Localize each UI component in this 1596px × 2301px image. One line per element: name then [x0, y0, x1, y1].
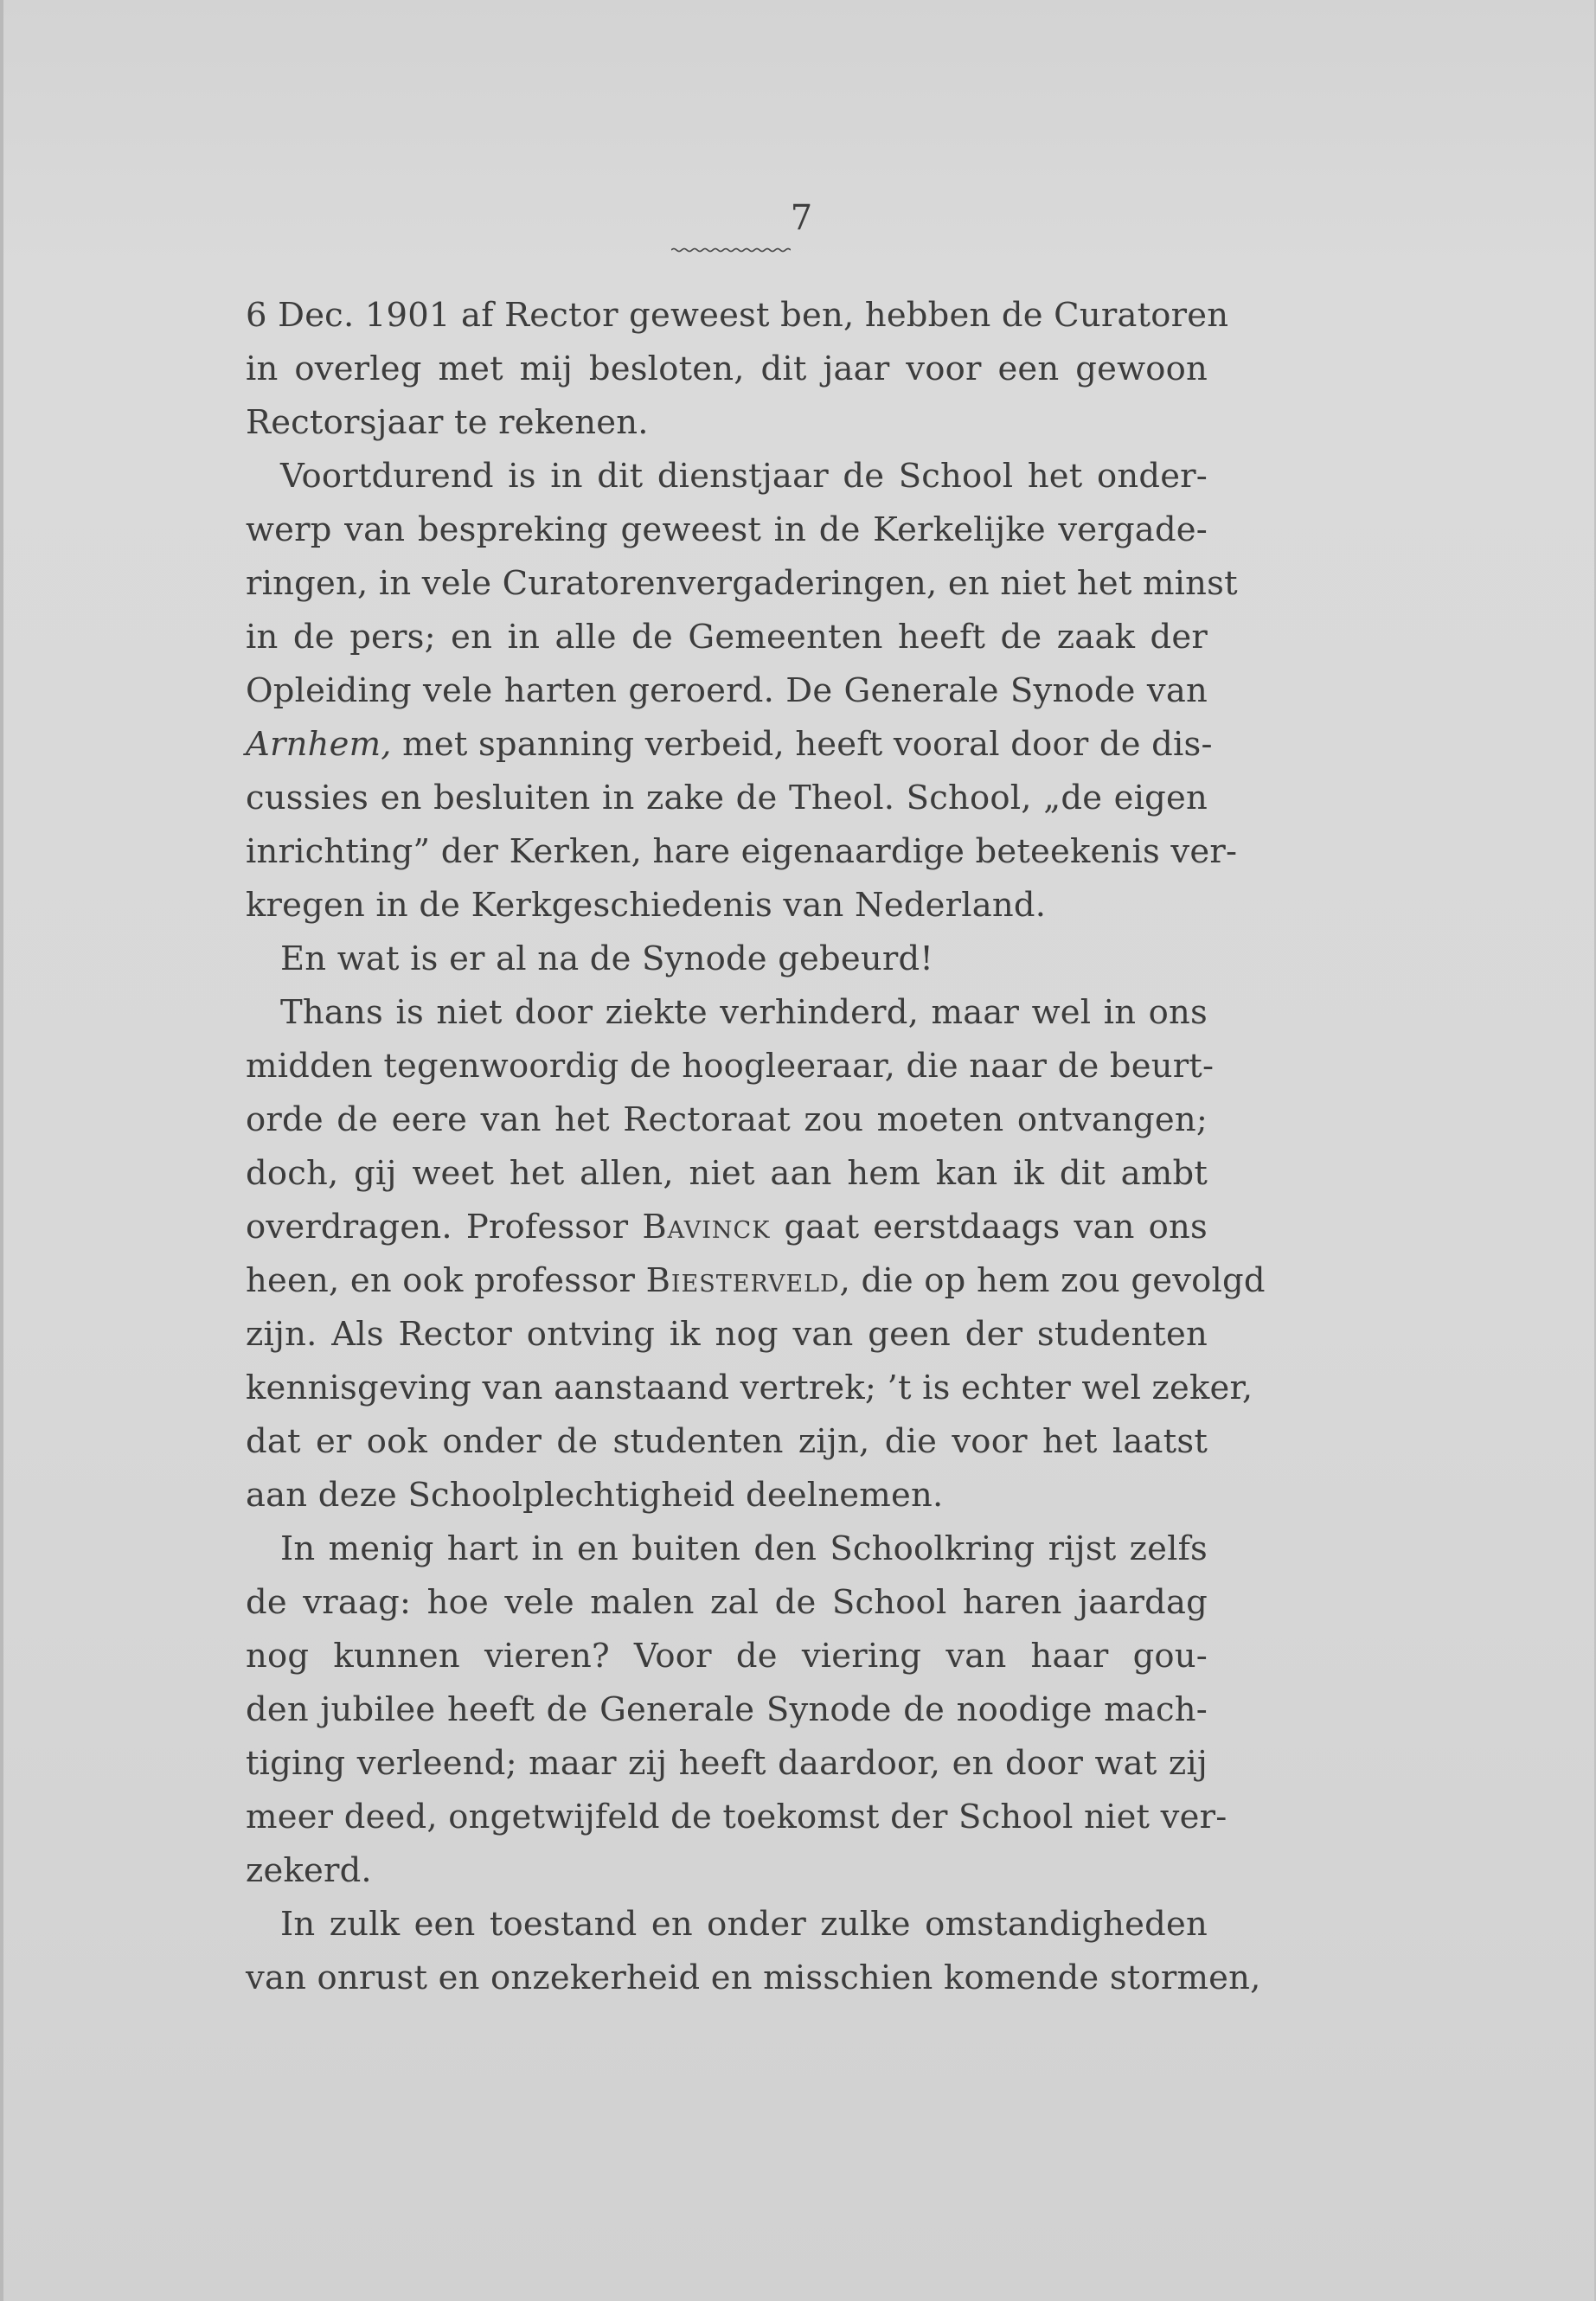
person-name-smallcaps: Biesterveld	[645, 1261, 840, 1300]
text-line: cussies en besluiten in zake de Theol. School, „de eigen	[246, 779, 1208, 817]
text-fragment: met spanning verbeid, heeft vooral door de dis-	[391, 725, 1213, 764]
page-number: 7	[790, 198, 813, 238]
text-line: doch, gij weet het allen, niet aan hem kan ik dit ambt	[246, 1154, 1208, 1193]
text-line: tiging verleend; maar zij heeft daardoor, en door wat zij	[246, 1744, 1208, 1783]
text-line: aan deze Schoolplechtigheid deelnemen.	[246, 1476, 944, 1515]
text-line: ringen, in vele Curatorenvergaderingen, en niet het minst	[246, 564, 1238, 603]
text-line: meer deed, ongetwijfeld de toekomst der School niet ver-	[246, 1798, 1227, 1836]
text-line: Opleiding vele harten geroerd. De Generale Synode van	[246, 671, 1208, 710]
text-line: orde de eere van het Rectoraat zou moeten ontvangen;	[246, 1100, 1208, 1139]
text-line: In menig hart in en buiten den Schoolkring rijst zelfs	[280, 1529, 1208, 1568]
text-line: nog kunnen vieren? Voor de viering van haar gou-	[246, 1637, 1208, 1676]
text-line: de vraag: hoe vele malen zal de School haren jaardag	[246, 1583, 1208, 1622]
body-text	[246, 289, 1266, 2005]
text-line: Rectorsjaar te rekenen.	[246, 403, 649, 442]
text-line: En wat is er al na de Synode gebeurd!	[280, 939, 933, 978]
text-line: kennisgeving van aanstaand vertrek; ’t is echter wel zeker,	[246, 1368, 1253, 1407]
text-line	[246, 1254, 1266, 1308]
page-number-ornament	[671, 247, 791, 253]
text-line: Thans is niet door ziekte verhinderd, maar wel in ons	[280, 993, 1208, 1032]
text-fragment: heen, en ook professor	[246, 1261, 646, 1300]
text-line: 6 Dec. 1901 af Rector geweest ben, hebben de Curatoren	[246, 296, 1229, 335]
text-fragment: , die op hem zou gevolgd	[839, 1261, 1266, 1300]
place-name-italic: Arnhem,	[246, 725, 392, 764]
text-line	[246, 718, 1213, 772]
text-line: zekerd.	[246, 1851, 372, 1890]
text-line: Voortdurend is in dit dienstjaar de School het onder-	[280, 457, 1208, 496]
text-line	[246, 1201, 1208, 1254]
text-line: kregen in de Kerkgeschiedenis van Nederland.	[246, 886, 1047, 925]
text-line: dat er ook onder de studenten zijn, die voor het laatst	[246, 1422, 1208, 1461]
person-name-smallcaps: Bavinck	[642, 1208, 771, 1247]
text-line: in overleg met mij besloten, dit jaar voor een gewoon	[246, 349, 1208, 388]
text-line: In zulk een toestand en onder zulke omstandigheden	[280, 1905, 1208, 1944]
text-line: inrichting” der Kerken, hare eigenaardige beteekenis ver-	[246, 832, 1238, 871]
text-line: van onrust en onzekerheid en misschien komende stormen,	[246, 1958, 1261, 1997]
text-line: den jubilee heeft de Generale Synode de noodige mach-	[246, 1690, 1208, 1729]
text-line: zijn. Als Rector ontving ik nog van geen der studenten	[246, 1315, 1208, 1354]
text-line: midden tegenwoordig de hoogleeraar, die naar de beurt-	[246, 1047, 1215, 1086]
text-fragment: overdragen. Professor	[246, 1208, 643, 1247]
text-line: werp van bespreking geweest in de Kerkelijke vergade-	[246, 510, 1208, 549]
text-line: in de pers; en in alle de Gemeenten heeft de zaak der	[246, 618, 1208, 657]
text-fragment: gaat eerstdaags van ons	[770, 1208, 1208, 1247]
